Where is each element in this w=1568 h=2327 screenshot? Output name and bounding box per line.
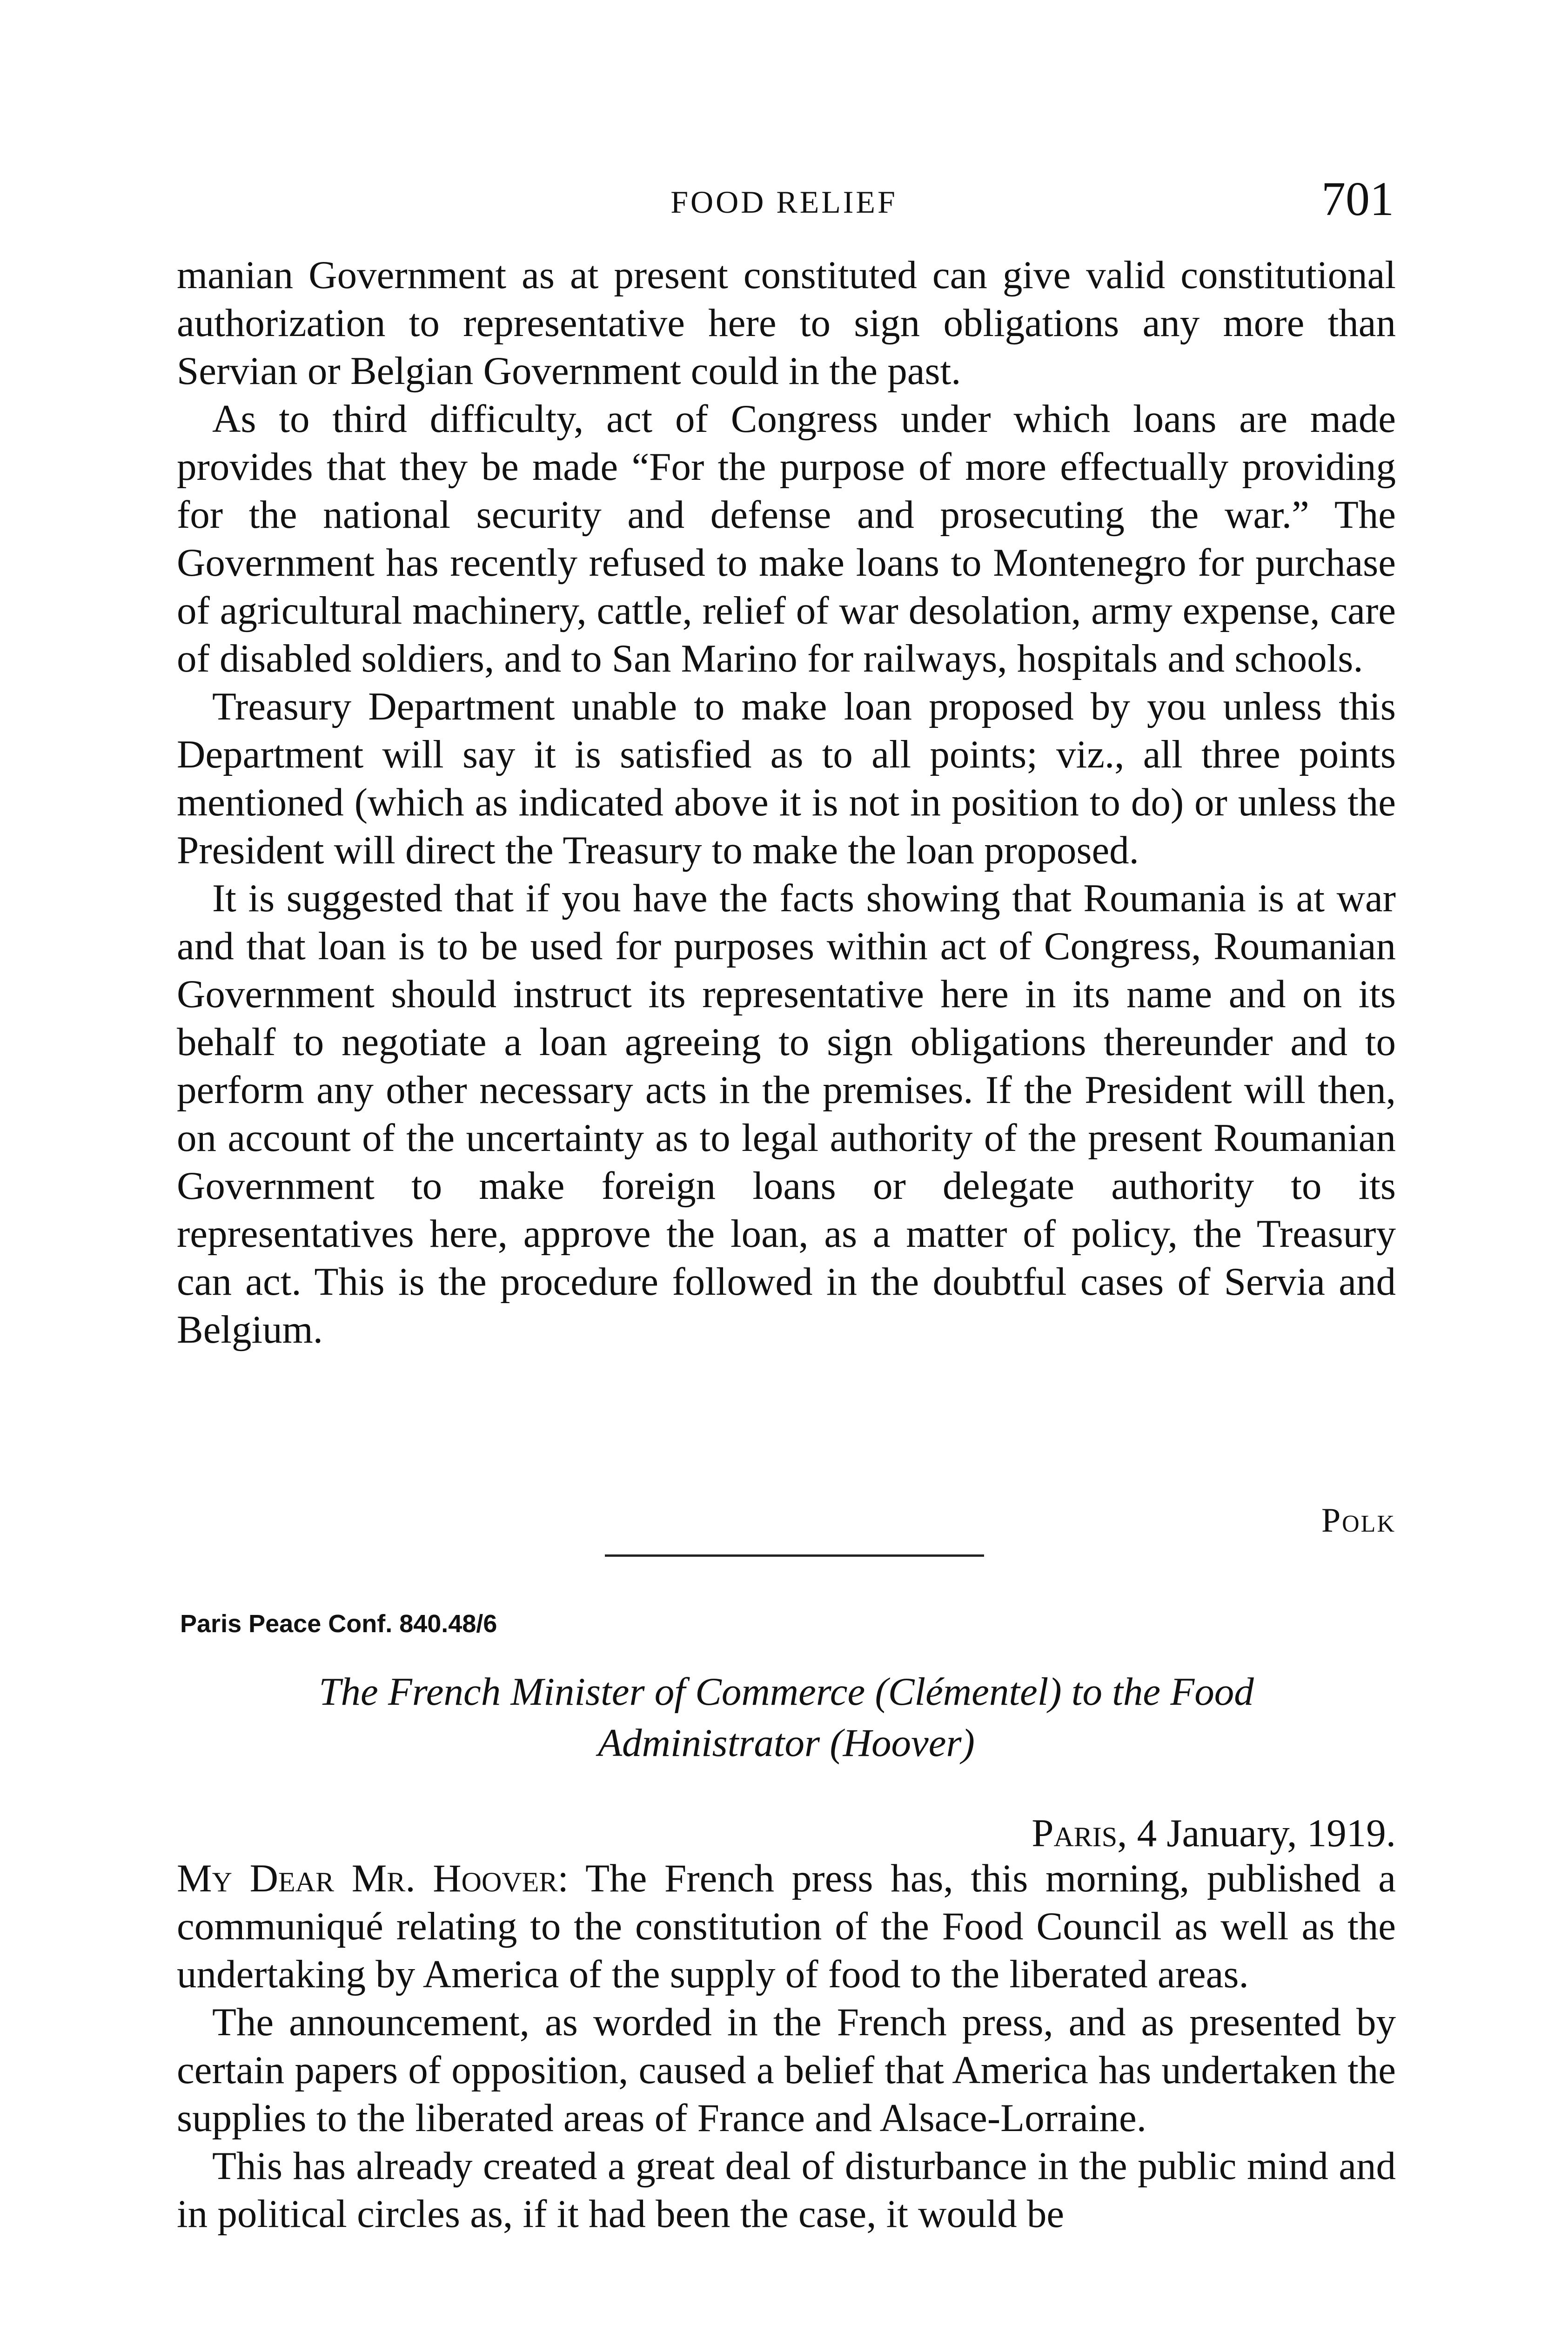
document-heading-line: The French Minister of Commerce (Clémentel) to the Food bbox=[319, 1670, 1254, 1714]
dateline bbox=[1032, 1810, 1396, 1856]
letter-paragraph: This has already created a great deal of disturbance in the public mind and in political circles as, if it had been the case, it would be bbox=[177, 2144, 1396, 2236]
telegram-paragraph: As to third difficulty, act of Congress under which loans are made provides that they be made “For the purpose of more effectually providing for the national security and defense and prosecuting the war.” The Government has recently refused to make loans to Montenegro for purchase of agricultural machinery, cattle, relief of war desolation, army expense, care of disabled soldiers, and to San Marino for railways, hospitals and schools. bbox=[177, 397, 1396, 680]
telegram-paragraph: It is suggested that if you have the facts showing that Roumania is at war and that loan is to be used for purposes within act of Congress, Roumanian Government should instruct its representative here in its name and on its behalf to negotiate a loan agreeing to sign obligations thereunder and to perform any other necessary acts in the premises. If the President will then, on account of the uncertainty as to legal authority of the present Roumanian Government to make foreign loans or delegate authority to its representatives here, approve the loan, as a matter of policy, the Treasury can act. This is the procedure followed in the doubtful cases of Servia and Belgium. bbox=[177, 876, 1396, 1352]
letter-paragraph bbox=[177, 1855, 1396, 1998]
file-reference: Paris Peace Conf. 840.48/6 bbox=[180, 1610, 497, 1638]
document-heading bbox=[177, 1666, 1396, 1769]
document-heading-line: Administrator (Hoover) bbox=[598, 1721, 975, 1765]
dateline-date: , 4 January, 1919. bbox=[1117, 1811, 1396, 1855]
telegram-paragraph: manian Government as at present constituted can give valid constitutional authorization to representative here to sign obligations any more than Servian or Belgian Government could in the past. bbox=[177, 253, 1396, 393]
page-number: 701 bbox=[1321, 172, 1394, 226]
salutation: My Dear Mr. Hoover: bbox=[177, 1856, 569, 1900]
section-divider bbox=[605, 1554, 984, 1557]
telegram-paragraph: Treasury Department unable to make loan proposed by you unless this Department will say it is satisfied as to all points; viz., all three points mentioned (which as indicated above it is not in position to do) or unless the President will direct the Treasury to make the loan proposed. bbox=[177, 685, 1396, 872]
letter-paragraph: The announcement, as worded in the French press, and as presented by certain papers of opposition, caused a belief that America has undertaken the supplies to the liberated areas of France and Alsace-Lorraine. bbox=[177, 2000, 1396, 2140]
letter-text: The French press has, this morning, published a communiqué relating to the constitution of the Food Council as well as the undertaking by America of the supply of food to the liberated areas. bbox=[177, 1856, 1396, 1996]
running-header: FOOD RELIEF bbox=[670, 184, 898, 220]
signature: Polk bbox=[1321, 1501, 1396, 1540]
letter-body bbox=[177, 1855, 1396, 2238]
telegram-body bbox=[177, 251, 1396, 1354]
dateline-place: Paris bbox=[1032, 1811, 1118, 1855]
